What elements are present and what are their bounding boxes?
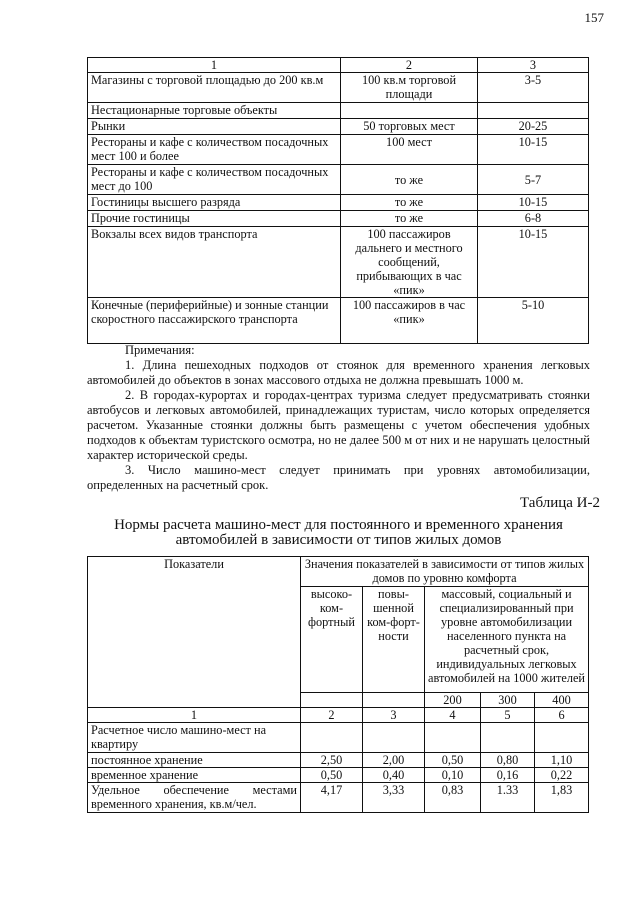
table-row: [88, 783, 589, 813]
object-name: Вокзалы всех видов транспорта: [88, 227, 341, 298]
table-title: [87, 518, 590, 548]
table-label: Таблица И-2: [520, 495, 600, 511]
table-row: [88, 227, 589, 298]
empty-cell: [301, 693, 363, 708]
indicator-name: Расчетное число машино-мест на квартиру: [88, 723, 301, 753]
table-row: [88, 73, 589, 103]
empty-cell: [363, 693, 425, 708]
notes-title: Примечания:: [125, 343, 195, 357]
value-cell: [425, 723, 481, 753]
table-row: [88, 165, 589, 195]
value-cell: 1,83: [535, 783, 589, 813]
level-header: 300: [481, 693, 535, 708]
value-cell: 0,40: [363, 768, 425, 783]
calc-unit: 100 кв.м торговой площади: [341, 73, 478, 103]
value-cell: 2,50: [301, 753, 363, 768]
table-row: [88, 211, 589, 227]
level-header: 400: [535, 693, 589, 708]
value-cell: 3,33: [363, 783, 425, 813]
column-numbers-row: [88, 708, 589, 723]
page-number: 157: [584, 10, 604, 25]
column-number: 3: [478, 58, 589, 73]
value-cell: 4,17: [301, 783, 363, 813]
object-name: Магазины с торговой площадью до 200 кв.м: [88, 73, 341, 103]
object-name: Прочие гостиницы: [88, 211, 341, 227]
indicators-header: Показатели: [88, 557, 301, 708]
mass-housing-header: массовый, социальный и специализированный при уровне автомобилизации населенного пункта на расчетный срок, индивидуальных легковых автомобилей на 1000 жителей: [425, 587, 589, 693]
level-header: 200: [425, 693, 481, 708]
table-row: [88, 135, 589, 165]
increased-comfort-header: повы-шенной ком-форт-ности: [363, 587, 425, 693]
column-number: 1: [88, 58, 341, 73]
object-name: Рестораны и кафе с количеством посадочных мест до 100: [88, 165, 341, 195]
values-header: Значения показателей в зависимости от типов жилых домов по уровню комфорта: [301, 557, 589, 587]
note-item: 3. Число машино-мест следует принимать при уровнях автомобилизации, определенных на расчетный срок.: [87, 463, 590, 492]
column-number: 2: [301, 708, 363, 723]
value-cell: 1,10: [535, 753, 589, 768]
spaces-value: 5-10: [478, 298, 589, 344]
column-number: 2: [341, 58, 478, 73]
calc-unit: то же: [341, 211, 478, 227]
table-row: [88, 753, 589, 768]
table-row: [88, 103, 589, 119]
parking-by-housing-type-table: [87, 556, 589, 813]
value-cell: [535, 723, 589, 753]
spaces-value: 20-25: [478, 119, 589, 135]
table-header-row: [88, 58, 589, 73]
value-cell: [301, 723, 363, 753]
table-row: [88, 768, 589, 783]
indicator-name: постоянное хранение: [88, 753, 301, 768]
column-number: 5: [481, 708, 535, 723]
value-cell: 0,83: [425, 783, 481, 813]
table-row: [88, 195, 589, 211]
spaces-value: 10-15: [478, 195, 589, 211]
indicator-name: временное хранение: [88, 768, 301, 783]
value-cell: 2,00: [363, 753, 425, 768]
object-name: Нестационарные торговые объекты: [88, 103, 341, 119]
table-title-line: Нормы расчета машино-мест для постоянного и временного хранения: [114, 517, 563, 533]
spaces-value: 10-15: [478, 135, 589, 165]
column-number: 6: [535, 708, 589, 723]
high-comfort-header: высоко-ком-фортный: [301, 587, 363, 693]
calc-unit: 50 торговых мест: [341, 119, 478, 135]
value-cell: 0,50: [425, 753, 481, 768]
table-row: [88, 119, 589, 135]
object-name: Гостиницы высшего разряда: [88, 195, 341, 211]
table-row: [88, 723, 589, 753]
note-item: 1. Длина пешеходных подходов от стоянок для временного хранения легковых автомобилей до объектов в зонах массового отдыха не должна превышать 1000 м.: [87, 358, 590, 387]
value-cell: 1.33: [481, 783, 535, 813]
calc-unit: то же: [341, 195, 478, 211]
parking-norms-table-continued: [87, 57, 589, 344]
value-cell: 0,50: [301, 768, 363, 783]
spaces-value: 6-8: [478, 211, 589, 227]
calc-unit: 100 пассажиров в час «пик»: [341, 298, 478, 344]
value-cell: [481, 723, 535, 753]
calc-unit: 100 пассажиров дальнего и местного сообщений, прибывающих в час «пик»: [341, 227, 478, 298]
spaces-value: 3-5: [478, 73, 589, 103]
object-name: Рестораны и кафе с количеством посадочных мест 100 и более: [88, 135, 341, 165]
calc-unit: [341, 103, 478, 119]
spaces-value: 10-15: [478, 227, 589, 298]
object-name: Рынки: [88, 119, 341, 135]
value-cell: 0,10: [425, 768, 481, 783]
column-number: 3: [363, 708, 425, 723]
spaces-value: [478, 103, 589, 119]
table-title-line: автомобилей в зависимости от типов жилых домов: [175, 532, 502, 548]
spaces-value: 5-7: [478, 165, 589, 195]
note-item: 2. В городах-курортах и городах-центрах туризма следует предусматривать стоянки автобусов и легковых автомобилей, принадлежащих туристам, число которых определяется расчетом. Указанные стоянки должны быть размещены с учетом обеспечения удобных подходов к объектам туристского осмотра, но не далее 500 м от них и не нарушать целостный характер исторической среды.: [87, 388, 590, 462]
value-cell: [363, 723, 425, 753]
column-number: 4: [425, 708, 481, 723]
indicator-name: Удельное обеспечение местами временного хранения, кв.м/чел.: [88, 783, 301, 813]
value-cell: 0,16: [481, 768, 535, 783]
value-cell: 0,80: [481, 753, 535, 768]
column-number: 1: [88, 708, 301, 723]
table-row: [88, 298, 589, 344]
notes-section: [87, 343, 590, 493]
object-name: Конечные (периферийные) и зонные станции скоростного пассажирского транспорта: [88, 298, 341, 344]
calc-unit: то же: [341, 165, 478, 195]
value-cell: 0,22: [535, 768, 589, 783]
calc-unit: 100 мест: [341, 135, 478, 165]
table-header-row: [88, 557, 589, 587]
